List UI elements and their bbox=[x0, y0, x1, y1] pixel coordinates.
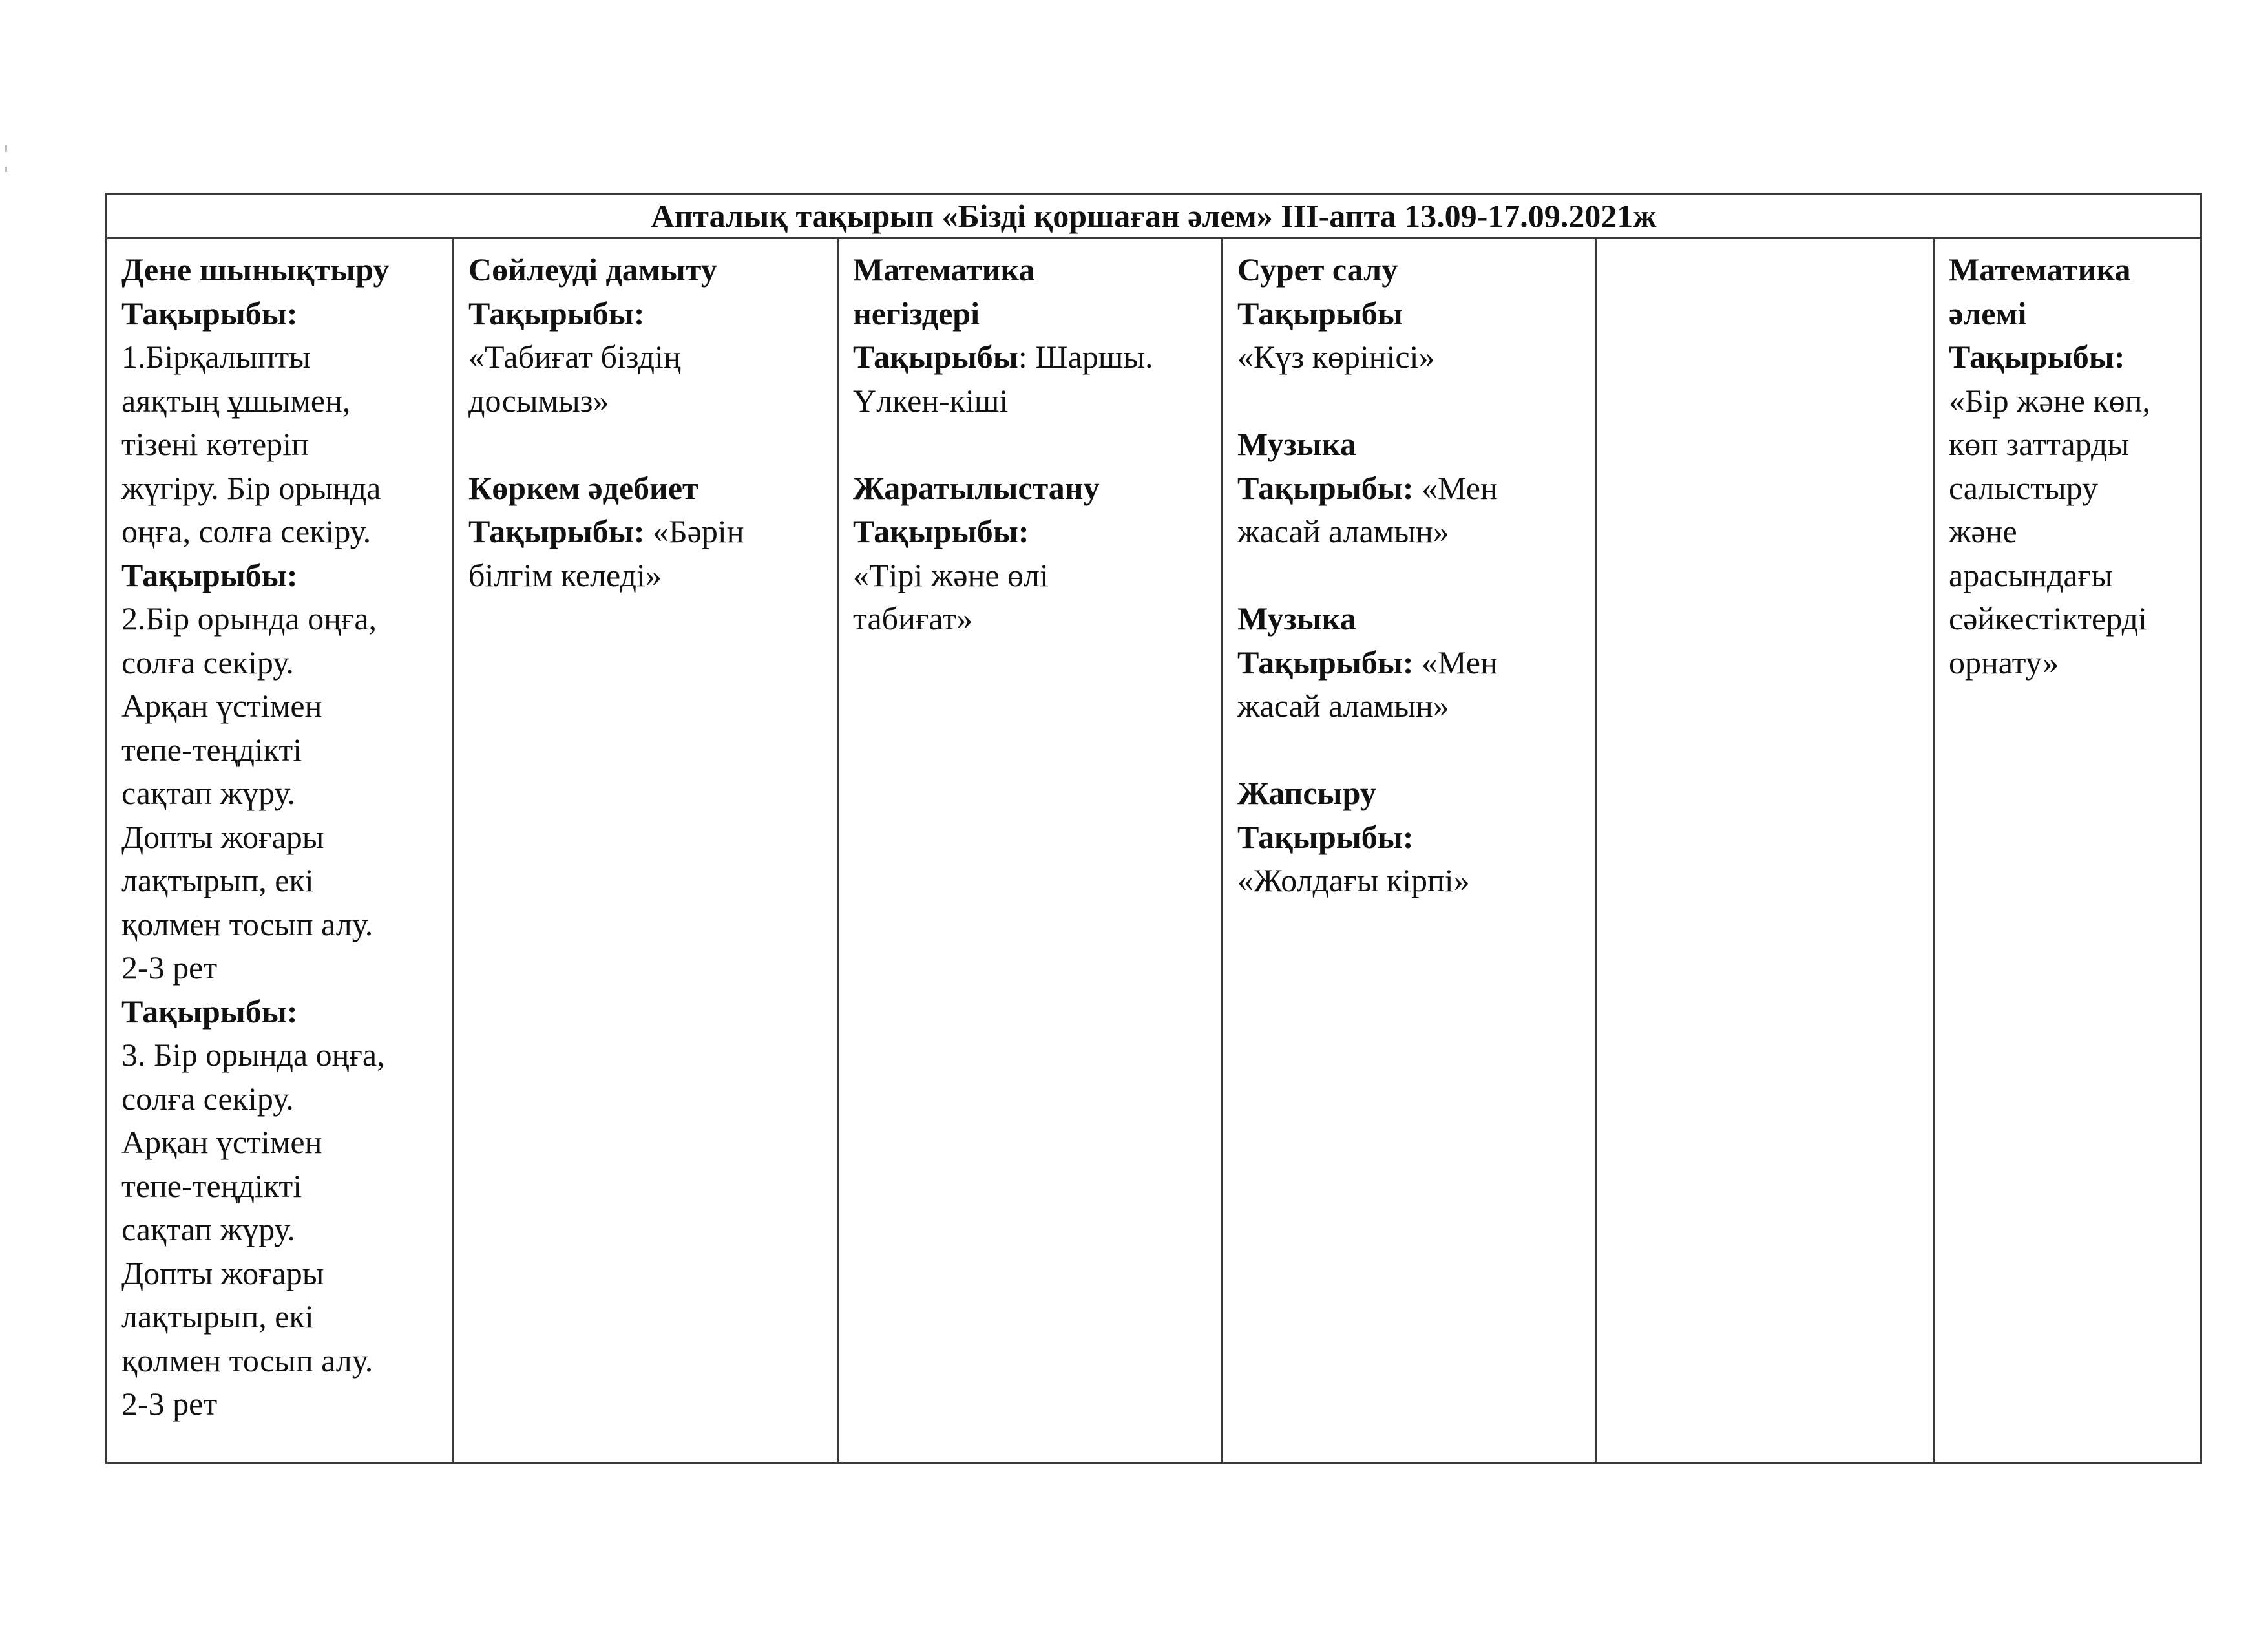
line-gap bbox=[1237, 728, 1586, 772]
subject-heading: Тақырыбы: bbox=[1237, 818, 1414, 855]
cell-line bbox=[853, 335, 1212, 379]
cell-line bbox=[1237, 641, 1586, 685]
cell-line bbox=[468, 510, 828, 554]
cell-line: жүгіру. Бір орында bbox=[121, 469, 381, 506]
cell-line: досымыз» bbox=[468, 382, 609, 419]
cell-line: орнату» bbox=[1949, 644, 2059, 681]
topic-label: Тақырыбы: bbox=[1237, 644, 1422, 681]
day-column-1 bbox=[107, 238, 454, 1463]
subject-heading: Математика bbox=[853, 251, 1035, 288]
cell-line: аяқтың ұшымен, bbox=[121, 382, 351, 419]
cell-line: «Күз көрінісі» bbox=[1237, 339, 1435, 375]
topic-text: «Мен bbox=[1422, 469, 1498, 506]
cell-line bbox=[1237, 467, 1586, 511]
cell-line: Арқан үстімен bbox=[121, 688, 322, 724]
cell-line: «Жолдағы кірпі» bbox=[1237, 862, 1470, 898]
subject-heading: Тақырыбы: bbox=[853, 513, 1029, 549]
subject-heading: негіздері bbox=[853, 295, 980, 332]
subject-heading: Көркем әдебиет bbox=[468, 469, 698, 506]
header-row bbox=[107, 194, 2201, 238]
subject-heading: Жаратылыстану bbox=[853, 469, 1100, 506]
line-gap bbox=[1237, 379, 1586, 423]
topic-label: Тақырыбы: bbox=[468, 513, 653, 549]
day-column-5 bbox=[1596, 238, 1934, 1463]
cell-line: 2.Бір орында оңға, bbox=[121, 600, 377, 637]
cell-line: қолмен тосып алу. bbox=[121, 905, 373, 942]
cell-line: табиғат» bbox=[853, 600, 973, 637]
day-column-3 bbox=[838, 238, 1223, 1463]
cell-line: «Табиғат біздің bbox=[468, 339, 681, 375]
cell-line: салыстыру bbox=[1949, 469, 2098, 506]
cell-line: лақтырып, екі bbox=[121, 1298, 314, 1335]
topic-text: «Мен bbox=[1422, 644, 1498, 681]
cell-line: лақтырып, екі bbox=[121, 862, 314, 898]
cell-line: 3. Бір орында оңға, bbox=[121, 1037, 385, 1073]
cell-line: «Бір және көп, bbox=[1949, 382, 2150, 419]
subject-heading: Жапсыру bbox=[1237, 775, 1376, 811]
cell-line: солға секіру. bbox=[121, 644, 294, 681]
topic-text: : Шаршы. bbox=[1018, 339, 1153, 375]
cell-line: оңға, солға секіру. bbox=[121, 513, 372, 549]
subject-heading: әлемі bbox=[1949, 295, 2027, 332]
cell-line: 2-3 рет bbox=[121, 949, 218, 986]
cell-line: сақтап жүру. bbox=[121, 1211, 295, 1247]
cell-line: сәйкестіктерді bbox=[1949, 600, 2147, 637]
subject-heading: Тақырыбы: bbox=[468, 295, 645, 332]
weekly-theme-title: Апталық тақырып «Бізді қоршаған әлем» ІІІ-апта 13.09-17.09.2021ж bbox=[107, 194, 2201, 238]
subject-heading: Тақырыбы: bbox=[1949, 339, 2125, 375]
subject-heading: Тақырыбы bbox=[1237, 295, 1403, 332]
topic-text: «Бәрін bbox=[653, 513, 744, 549]
weekly-plan-table bbox=[105, 193, 2202, 1464]
cell-line: 1.Бірқалыпты bbox=[121, 339, 311, 375]
cell-line: сақтап жүру. bbox=[121, 775, 295, 811]
subject-heading: Тақырыбы: bbox=[121, 556, 298, 593]
cell-line: жасай аламын» bbox=[1237, 513, 1449, 549]
cell-line: солға секіру. bbox=[121, 1080, 294, 1117]
scan-edge-mark bbox=[5, 167, 7, 172]
cell-line: тепе-теңдікті bbox=[121, 1167, 302, 1204]
subject-heading: Дене шынықтыру bbox=[121, 251, 390, 288]
cell-line: арасындағы bbox=[1949, 556, 2113, 593]
cell-line: көп заттарды bbox=[1949, 426, 2130, 462]
topic-label: Тақырыбы bbox=[853, 339, 1018, 375]
cell-line: тізені көтеріп bbox=[121, 426, 309, 462]
cell-line: Допты жоғары bbox=[121, 818, 324, 855]
topic-label: Тақырыбы: bbox=[1237, 469, 1422, 506]
subject-heading: Тақырыбы: bbox=[121, 993, 298, 1030]
subject-heading: Музыка bbox=[1237, 426, 1356, 462]
line-gap bbox=[468, 423, 828, 467]
subject-heading: Сөйлеуді дамыту bbox=[468, 251, 717, 288]
cell-line: жасай аламын» bbox=[1237, 688, 1449, 724]
cell-line: 2-3 рет bbox=[121, 1386, 218, 1422]
cell-line: Арқан үстімен bbox=[121, 1124, 322, 1160]
subject-heading: Математика bbox=[1949, 251, 2131, 288]
cell-line: және bbox=[1949, 513, 2017, 549]
line-gap bbox=[853, 423, 1212, 467]
cell-line: Үлкен-кіші bbox=[853, 382, 1009, 419]
subject-heading: Тақырыбы: bbox=[121, 295, 298, 332]
scan-edge-mark bbox=[5, 145, 7, 152]
subject-heading: Сурет салу bbox=[1237, 251, 1398, 288]
cell-line: білгім келеді» bbox=[468, 556, 662, 593]
cell-line: Допты жоғары bbox=[121, 1254, 324, 1291]
day-column-2 bbox=[454, 238, 838, 1463]
cell-line: «Тірі және өлі bbox=[853, 556, 1049, 593]
line-gap bbox=[1237, 554, 1586, 598]
cell-line: тепе-теңдікті bbox=[121, 731, 302, 768]
day-column-6 bbox=[1934, 238, 2201, 1463]
subject-heading: Музыка bbox=[1237, 600, 1356, 637]
subjects-row bbox=[107, 238, 2201, 1463]
day-column-4 bbox=[1223, 238, 1596, 1463]
cell-line: қолмен тосып алу. bbox=[121, 1342, 373, 1379]
